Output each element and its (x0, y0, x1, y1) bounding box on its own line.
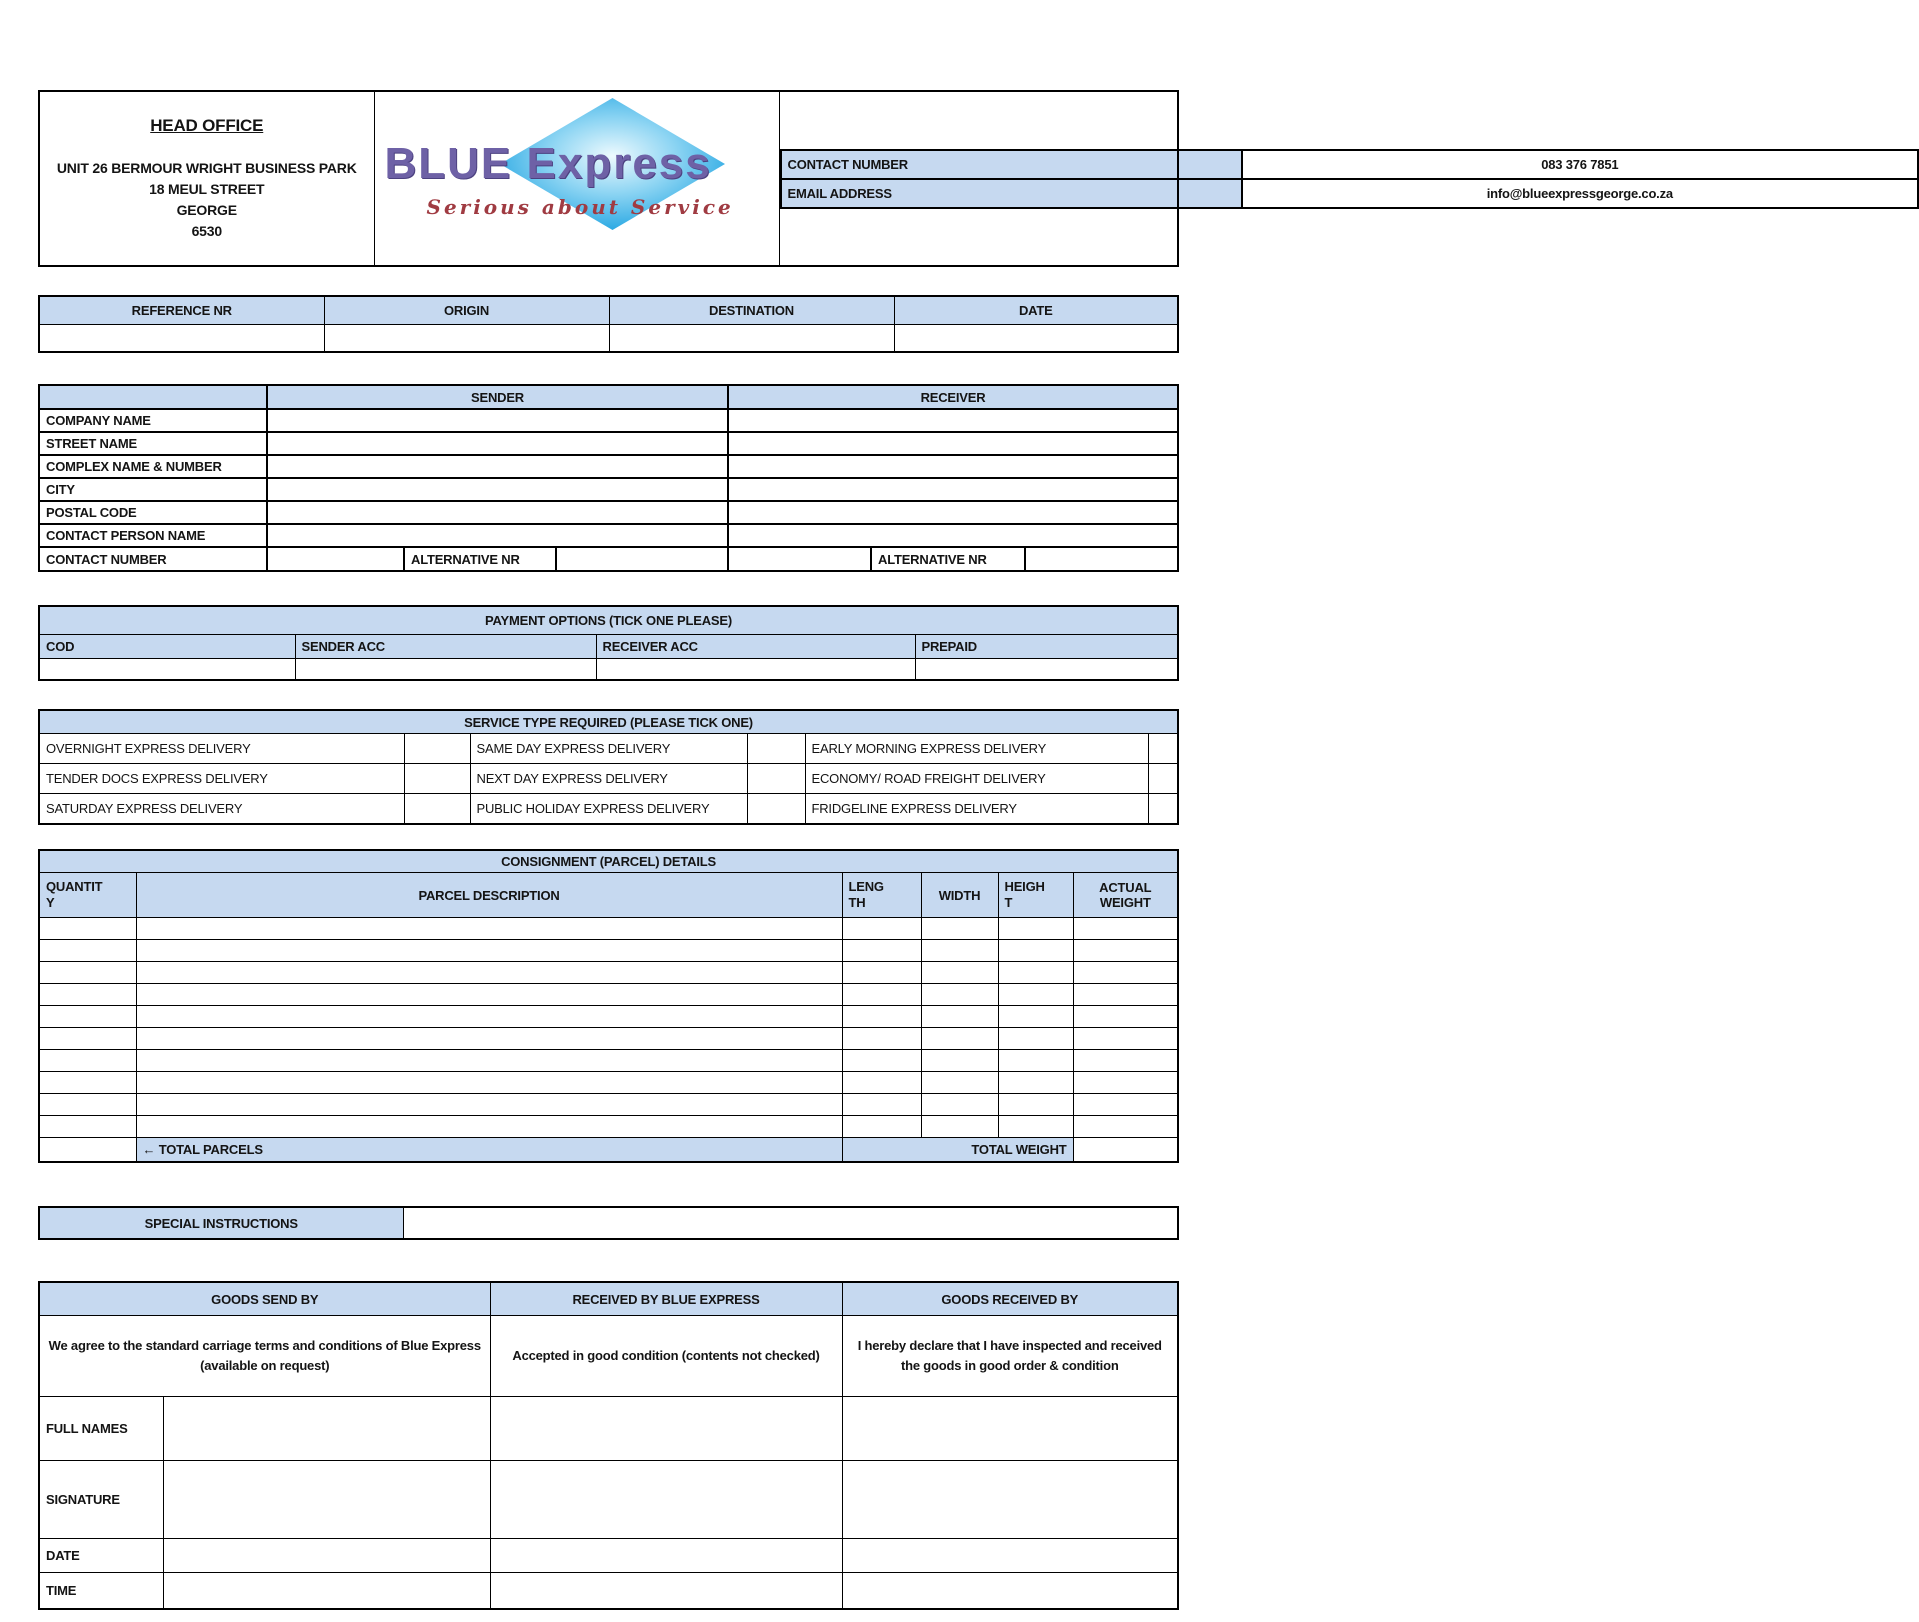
carrier-acceptance-statement: Accepted in good condition (contents not checked) (490, 1316, 842, 1397)
receiver-time-input[interactable] (842, 1573, 1178, 1610)
payment-options-title: PAYMENT OPTIONS (TICK ONE PLEASE) (39, 606, 1178, 635)
head-office-title: HEAD OFFICE (150, 115, 264, 135)
receiver-acc-label: RECEIVER ACC (596, 635, 915, 659)
service-option-label: OVERNIGHT EXPRESS DELIVERY (39, 734, 404, 764)
service-option-label: EARLY MORNING EXPRESS DELIVERY (805, 734, 1148, 764)
parcel-height-cell[interactable] (998, 918, 1073, 940)
parties-corner-cell (39, 385, 267, 409)
parcel-description-cell[interactable] (136, 1094, 842, 1116)
cod-tick-cell[interactable] (39, 659, 295, 681)
address-line: GEORGE (176, 201, 237, 218)
parcel-row (39, 940, 1178, 962)
parcel-row (39, 1116, 1178, 1138)
parcel-weight-cell[interactable] (1073, 1094, 1178, 1116)
carrier-full-names-input[interactable] (490, 1397, 842, 1461)
receiver-company-name-input[interactable] (728, 409, 1178, 432)
receiver-acc-tick-cell[interactable] (596, 659, 915, 681)
sender-contact-person-input[interactable] (267, 524, 728, 547)
parcel-quantity-cell[interactable] (39, 1050, 136, 1072)
parcel-quantity-cell[interactable] (39, 962, 136, 984)
parcel-length-cell[interactable] (842, 1006, 921, 1028)
parcel-height-cell[interactable] (998, 984, 1073, 1006)
service-option-label: PUBLIC HOLIDAY EXPRESS DELIVERY (470, 794, 747, 825)
prepaid-label: PREPAID (915, 635, 1178, 659)
sender-time-input[interactable] (163, 1573, 490, 1610)
parcel-length-cell[interactable] (842, 1072, 921, 1094)
sender-acc-label: SENDER ACC (295, 635, 596, 659)
receiver-street-name-input[interactable] (728, 432, 1178, 455)
total-parcels-input[interactable] (39, 1138, 136, 1163)
company-logo (374, 91, 779, 266)
parcel-row (39, 1072, 1178, 1094)
parcel-row (39, 1028, 1178, 1050)
parcel-description-header: PARCEL DESCRIPTION (136, 873, 842, 918)
special-instructions-label: SPECIAL INSTRUCTIONS (39, 1207, 403, 1239)
contact-person-label: CONTACT PERSON NAME (39, 524, 267, 547)
parcel-description-cell[interactable] (136, 1006, 842, 1028)
goods-send-by-header: GOODS SEND BY (39, 1282, 490, 1316)
goods-received-by-header: GOODS RECEIVED BY (842, 1282, 1178, 1316)
parcel-width-cell[interactable] (921, 962, 998, 984)
parcel-length-cell[interactable] (842, 962, 921, 984)
parcel-length-cell[interactable] (842, 1050, 921, 1072)
company-name-label: COMPANY NAME (39, 409, 267, 432)
parcel-weight-cell[interactable] (1073, 1006, 1178, 1028)
parcel-quantity-cell[interactable] (39, 940, 136, 962)
carrier-signature-input[interactable] (490, 1461, 842, 1539)
parcel-width-cell[interactable] (921, 1072, 998, 1094)
parcel-height-cell[interactable] (998, 940, 1073, 962)
receiver-full-names-input[interactable] (842, 1397, 1178, 1461)
service-tick-box[interactable] (1148, 764, 1178, 794)
parcel-height-cell[interactable] (998, 1028, 1073, 1050)
parcel-weight-cell[interactable] (1073, 962, 1178, 984)
sender-full-names-input[interactable] (163, 1397, 490, 1461)
service-type-title: SERVICE TYPE REQUIRED (PLEASE TICK ONE) (39, 710, 1178, 734)
service-tick-box[interactable] (404, 764, 470, 794)
service-tick-box[interactable] (1148, 734, 1178, 764)
time-label: TIME (39, 1573, 163, 1610)
parcel-width-cell[interactable] (921, 940, 998, 962)
signoff-table (38, 1281, 1179, 1610)
email-address-value: info@blueexpressgeorge.co.za (1242, 179, 1917, 208)
receiver-header: RECEIVER (728, 385, 1178, 409)
actual-weight-header: ACTUAL WEIGHT (1073, 873, 1178, 918)
sender-acc-tick-cell[interactable] (295, 659, 596, 681)
date-label: DATE (39, 1539, 163, 1573)
parcel-weight-cell[interactable] (1073, 984, 1178, 1006)
parcel-description-cell[interactable] (136, 984, 842, 1006)
receiver-signature-input[interactable] (842, 1461, 1178, 1539)
receiver-postal-code-input[interactable] (728, 501, 1178, 524)
destination-input[interactable] (609, 325, 894, 353)
service-tick-box[interactable] (747, 794, 805, 825)
parcel-description-cell[interactable] (136, 918, 842, 940)
address-line: UNIT 26 BERMOUR WRIGHT BUSINESS PARK (56, 159, 357, 176)
sender-postal-code-input[interactable] (267, 501, 728, 524)
sender-alternative-nr-label: ALTERNATIVE NR (404, 547, 556, 571)
parcel-quantity-cell[interactable] (39, 1028, 136, 1050)
parcel-quantity-cell[interactable] (39, 1116, 136, 1138)
parcel-row (39, 1006, 1178, 1028)
carrier-time-input[interactable] (490, 1573, 842, 1610)
parcel-quantity-cell[interactable] (39, 984, 136, 1006)
service-option-label: SAME DAY EXPRESS DELIVERY (470, 734, 747, 764)
destination-header: DESTINATION (609, 296, 894, 325)
parcel-width-cell[interactable] (921, 1050, 998, 1072)
parcel-weight-cell[interactable] (1073, 1072, 1178, 1094)
received-by-blue-express-header: RECEIVED BY BLUE EXPRESS (490, 1282, 842, 1316)
parcel-weight-cell[interactable] (1073, 1116, 1178, 1138)
reference-nr-input[interactable] (39, 325, 324, 353)
service-option-label: FRIDGELINE EXPRESS DELIVERY (805, 794, 1148, 825)
service-option-label: SATURDAY EXPRESS DELIVERY (39, 794, 404, 825)
sender-complex-name-input[interactable] (267, 455, 728, 478)
parcel-width-cell[interactable] (921, 1028, 998, 1050)
parcel-row (39, 1050, 1178, 1072)
receiver-contact-number-input[interactable] (728, 547, 871, 571)
service-tick-box[interactable] (747, 764, 805, 794)
parcel-row (39, 1094, 1178, 1116)
sender-contact-number-input[interactable] (267, 547, 404, 571)
sender-company-name-input[interactable] (267, 409, 728, 432)
parcel-width-cell[interactable] (921, 1116, 998, 1138)
full-names-label: FULL NAMES (39, 1397, 163, 1461)
address-line: 18 MEUL STREET (149, 180, 265, 197)
parcel-length-cell[interactable] (842, 940, 921, 962)
email-address-label: EMAIL ADDRESS (781, 179, 1243, 208)
sender-signature-input[interactable] (163, 1461, 490, 1539)
parcel-row (39, 984, 1178, 1006)
receiver-date-input[interactable] (842, 1539, 1178, 1573)
contact-block (779, 91, 1673, 266)
parcel-length-cell[interactable] (842, 918, 921, 940)
parcel-weight-cell[interactable] (1073, 1028, 1178, 1050)
receiver-alternative-nr-input[interactable] (1025, 547, 1178, 571)
sender-date-input[interactable] (163, 1539, 490, 1573)
service-tick-box[interactable] (1148, 794, 1178, 825)
service-option-label: ECONOMY/ ROAD FREIGHT DELIVERY (805, 764, 1148, 794)
parcel-description-cell[interactable] (136, 1072, 842, 1094)
head-office-block (39, 91, 374, 266)
parcel-description-cell[interactable] (136, 962, 842, 984)
quantity-header: QUANTITY (39, 873, 136, 918)
service-tick-box[interactable] (404, 734, 470, 764)
address-line: 6530 (191, 222, 222, 239)
postal-code-label: POSTAL CODE (39, 501, 267, 524)
sender-city-input[interactable] (267, 478, 728, 501)
parcel-height-cell[interactable] (998, 1050, 1073, 1072)
origin-input[interactable] (324, 325, 609, 353)
street-name-label: STREET NAME (39, 432, 267, 455)
parcel-row (39, 962, 1178, 984)
contact-number-label: CONTACT NUMBER (781, 150, 1243, 179)
sender-terms-statement: We agree to the standard carriage terms and conditions of Blue Express (available on request) (39, 1316, 490, 1397)
consignment-table (38, 849, 1179, 1163)
sender-street-name-input[interactable] (267, 432, 728, 455)
signature-label: SIGNATURE (39, 1461, 163, 1539)
header-table (38, 90, 1673, 267)
parcel-quantity-cell[interactable] (39, 1006, 136, 1028)
total-parcels-label-cell (136, 1138, 842, 1163)
contact-number-row-label: CONTACT NUMBER (39, 547, 267, 571)
sender-alternative-nr-input[interactable] (556, 547, 728, 571)
contact-number-value: 083 376 7851 (1242, 150, 1917, 179)
parcel-width-cell[interactable] (921, 918, 998, 940)
height-header: HEIGHT (998, 873, 1073, 918)
parcel-length-cell[interactable] (842, 1028, 921, 1050)
parcel-weight-cell[interactable] (1073, 1050, 1178, 1072)
parcel-description-cell[interactable] (136, 1050, 842, 1072)
receiver-declaration-statement: I hereby declare that I have inspected and received the goods in good order & condition (842, 1316, 1178, 1397)
parcel-quantity-cell[interactable] (39, 918, 136, 940)
service-option-label: TENDER DOCS EXPRESS DELIVERY (39, 764, 404, 794)
parcel-width-cell[interactable] (921, 1006, 998, 1028)
contact-table (780, 149, 1919, 209)
date-header: DATE (894, 296, 1178, 325)
prepaid-tick-cell[interactable] (915, 659, 1178, 681)
consignment-title: CONSIGNMENT (PARCEL) DETAILS (39, 850, 1178, 873)
parcel-length-cell[interactable] (842, 984, 921, 1006)
total-weight-label-cell: TOTAL WEIGHT (842, 1138, 1073, 1163)
parcel-height-cell[interactable] (998, 1094, 1073, 1116)
width-header: WIDTH (921, 873, 998, 918)
parcel-description-cell[interactable] (136, 1116, 842, 1138)
parcel-weight-cell[interactable] (1073, 918, 1178, 940)
service-tick-box[interactable] (404, 794, 470, 825)
parties-table (38, 384, 1179, 572)
carrier-date-input[interactable] (490, 1539, 842, 1573)
service-option-label: NEXT DAY EXPRESS DELIVERY (470, 764, 747, 794)
parcel-width-cell[interactable] (921, 1094, 998, 1116)
brand-name: BLUE Express (384, 139, 712, 188)
parcel-length-cell[interactable] (842, 1094, 921, 1116)
service-tick-box[interactable] (747, 734, 805, 764)
reference-table (38, 295, 1179, 353)
city-label: CITY (39, 478, 267, 501)
reference-nr-header: REFERENCE NR (39, 296, 324, 325)
parcel-quantity-cell[interactable] (39, 1094, 136, 1116)
parcel-row (39, 918, 1178, 940)
left-arrow-icon: ← (142, 1142, 156, 1157)
sender-header: SENDER (267, 385, 728, 409)
total-weight-input[interactable] (1073, 1138, 1178, 1163)
payment-options-table (38, 605, 1179, 681)
parcel-height-cell[interactable] (998, 962, 1073, 984)
parcel-height-cell[interactable] (998, 1006, 1073, 1028)
receiver-city-input[interactable] (728, 478, 1178, 501)
receiver-alternative-nr-label: ALTERNATIVE NR (871, 547, 1025, 571)
special-instructions-input[interactable] (403, 1207, 1178, 1239)
service-type-table (38, 709, 1179, 825)
length-header: LENGTH (842, 873, 921, 918)
parcel-width-cell[interactable] (921, 984, 998, 1006)
brand-tagline: Serious about Service (426, 195, 734, 219)
parcel-description-cell[interactable] (136, 940, 842, 962)
receiver-contact-person-input[interactable] (728, 524, 1178, 547)
parcel-height-cell[interactable] (998, 1116, 1073, 1138)
date-input[interactable] (894, 325, 1178, 353)
origin-header: ORIGIN (324, 296, 609, 325)
parcel-weight-cell[interactable] (1073, 940, 1178, 962)
receiver-complex-name-input[interactable] (728, 455, 1178, 478)
cod-label: COD (39, 635, 295, 659)
parcel-description-cell[interactable] (136, 1028, 842, 1050)
parcel-length-cell[interactable] (842, 1116, 921, 1138)
parcel-height-cell[interactable] (998, 1072, 1073, 1094)
special-instructions-table (38, 1206, 1179, 1240)
parcel-quantity-cell[interactable] (39, 1072, 136, 1094)
complex-name-label: COMPLEX NAME & NUMBER (39, 455, 267, 478)
total-parcels-label: TOTAL PARCELS (158, 1142, 263, 1157)
